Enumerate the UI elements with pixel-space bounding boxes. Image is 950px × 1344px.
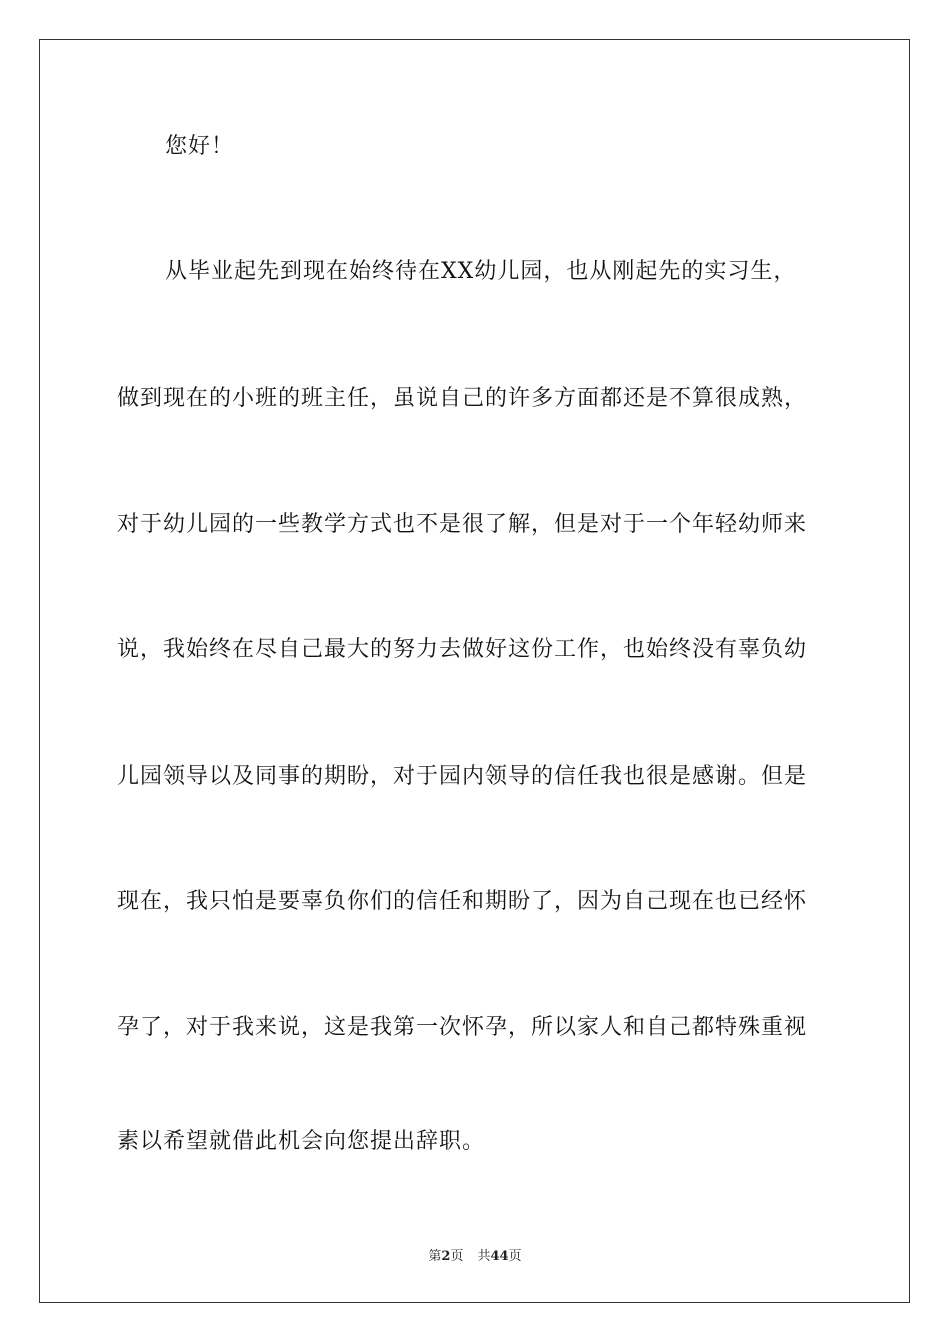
salutation: 您好！ (165, 134, 235, 159)
page-prefix: 第 (428, 1249, 442, 1264)
paragraph-line: 对于幼儿园的一些教学方式也不是很了解，但是对于一个年轻幼师来 (117, 512, 808, 537)
page-suffix: 页 (450, 1249, 464, 1264)
paragraph-line: 现在，我只怕是要辜负你们的信任和期盼了，因为自己现在也已经怀 (117, 889, 808, 914)
paragraph-line: 说，我始终在尽自己最大的努力去做好这份工作，也始终没有辜负幼 (117, 637, 808, 662)
total-suffix: 页 (508, 1249, 522, 1264)
total-pages: 44 (490, 1249, 509, 1264)
page-number: 2 (441, 1249, 451, 1264)
paragraph-line: 做到现在的小班的班主任，虽说自己的许多方面都还是不算很成熟， (117, 386, 808, 411)
paragraph-line: 孕了，对于我来说，这是我第一次怀孕，所以家人和自己都特殊重视 (117, 1015, 808, 1040)
paragraph-line: 儿园领导以及同事的期盼，对于园内领导的信任我也很是感谢。但是 (117, 764, 808, 789)
paragraph-line: 从毕业起先到现在始终待在XX幼儿园，也从刚起先的实习生， (165, 259, 797, 284)
total-prefix: 共 (477, 1249, 491, 1264)
paragraph-line: 素以希望就借此机会向您提出辞职。 (117, 1129, 486, 1154)
page-border (39, 39, 910, 1303)
page-footer (0, 1248, 950, 1266)
